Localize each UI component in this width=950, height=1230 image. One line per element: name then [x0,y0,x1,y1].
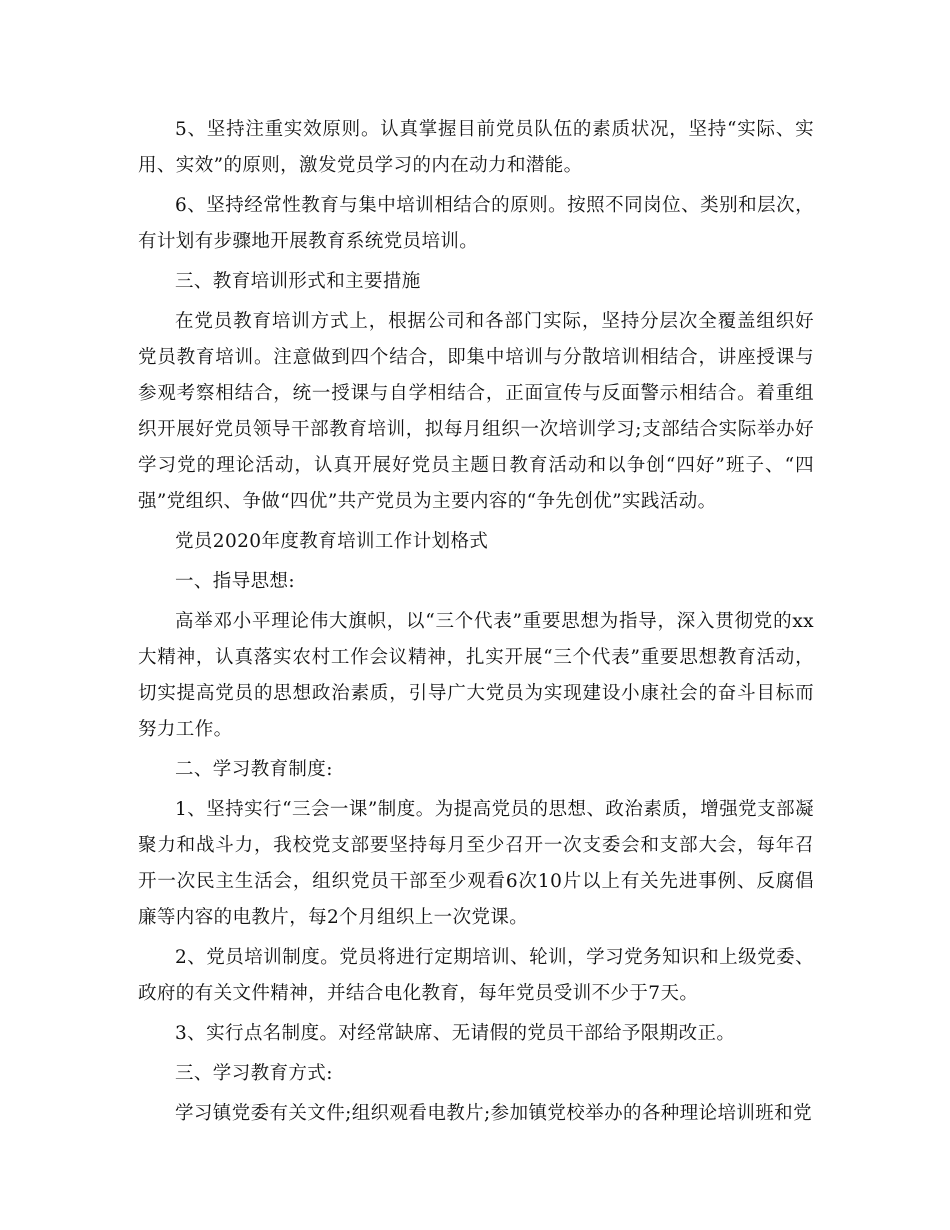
paragraph-principle-6: 6、坚持经常性教育与集中培训相结合的原则。按照不同岗位、类别和层次，有计划有步骤地开展教育系统党员培训。 [138,195,814,252]
paragraph-study-system-2: 2、党员培训制度。党员将进行定期培训、轮训，学习党务知识和上级党委、政府的有关文件精神，并结合电化教育，每年党员受训不少于7天。 [138,947,814,1004]
paragraph-training-methods: 在党员教育培训方式上，根据公司和各部门实际，坚持分层次全覆盖组织好党员教育培训。注意做到四个结合，即集中培训与分散培训相结合，讲座授课与参观考察相结合，统一授课与自学相结合，正面宣传与反面警示相结合。着重组织开展好党员领导干部教育培训，拟每月组织一次培训学习;支部结合实际举办好学习党的理论活动，认真开展好党员主题日教育活动和以争创“四好”班子、“四强”党组织、争做“四优”共产党员为主要内容的“争先创优”实践活动。 [138,311,814,512]
section-heading-guiding-ideology: 一、指导思想: [175,571,296,592]
section-heading-study-system: 二、学习教育制度: [175,759,333,780]
document-subtitle: 党员2020年度教育培训工作计划格式 [175,531,489,552]
paragraph-principle-5: 5、坚持注重实效原则。认真掌握目前党员队伍的素质状况，坚持“实际、实用、实效”的原则，激发党员学习的内在动力和潜能。 [138,119,814,176]
section-heading-training-forms: 三、教育培训形式和主要措施 [175,271,421,292]
document-body [138,112,814,1136]
paragraph-study-system-1: 1、坚持实行“三会一课”制度。为提高党员的思想、政治素质，增强党支部凝聚力和战斗力，我校党支部要坚持每月至少召开一次支委会和支部大会，每年召开一次民主生活会，组织党员干部至少观看6次10片以上有关先进事例、反腐倡廉等内容的电教片，每2个月组织上一次党课。 [138,799,814,928]
paragraph-guiding-ideology: 高举邓小平理论伟大旗帜，以“三个代表”重要思想为指导，深入贯彻党的xx大精神，认真落实农村工作会议精神，扎实开展“三个代表”重要思想教育活动，切实提高党员的思想政治素质，引导广大党员为实现建设小康社会的奋斗目标而努力工作。 [138,611,814,740]
paragraph-study-system-3: 3、实行点名制度。对经常缺席、无请假的党员干部给予限期改正。 [175,1023,736,1044]
section-heading-study-methods: 三、学习教育方式: [175,1063,333,1084]
paragraph-study-methods: 学习镇党委有关文件;组织观看电教片;参加镇党校举办的各种理论培训班和党 [175,1103,812,1124]
